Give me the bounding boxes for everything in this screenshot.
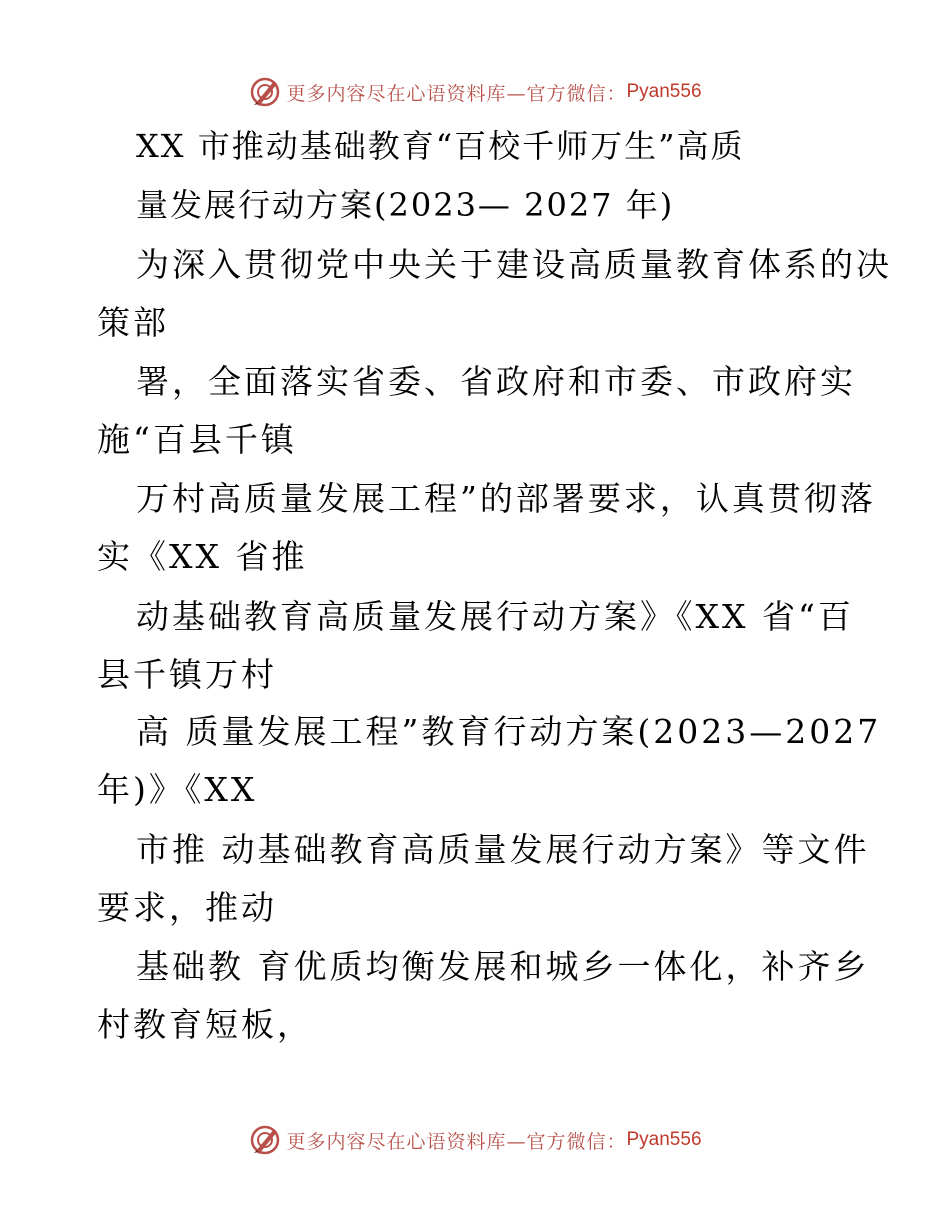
paragraph-line: 年)》《XX <box>97 770 258 809</box>
paragraph-line: 万村高质量发展工程”的部署要求，认真贯彻落 <box>136 479 876 518</box>
paragraph-line: 县千镇万村 <box>97 655 277 694</box>
watermark-text: 更多内容尽在心语资料库—官方微信： <box>286 82 627 105</box>
watermark-text: 更多内容尽在心语资料库—官方微信： <box>286 1130 627 1153</box>
pen-seal-icon <box>248 75 282 109</box>
paragraph-line: 署，全面落实省委、省政府和市委、市政府实 <box>136 362 856 401</box>
document-title-line-1: XX 市推动基础教育“百校千师万生”高质 <box>136 127 745 165</box>
paragraph-line: 基础教 育优质均衡发展和城乡一体化，补齐乡 <box>136 947 870 986</box>
pen-seal-icon <box>248 1123 282 1157</box>
paragraph-line: 为深入贯彻党中央关于建设高质量教育体系的决 <box>136 245 892 284</box>
paragraph-line: 策部 <box>97 303 169 342</box>
paragraph-line: 动基础教育高质量发展行动方案》《XX 省“百 <box>136 597 854 636</box>
watermark-account: Pyan556 <box>626 1129 702 1150</box>
watermark-banner-top <box>0 72 950 112</box>
paragraph-line: 要求，推动 <box>97 888 277 927</box>
document-title-line-2: 量发展行动方案(2023— 2027 年) <box>136 186 675 224</box>
paragraph-line: 高 质量发展工程”教育行动方案(2023—2027 <box>136 712 882 751</box>
paragraph-line: 村教育短板， <box>97 1005 313 1044</box>
paragraph-line: 市推 动基础教育高质量发展行动方案》等文件 <box>136 830 870 869</box>
watermark-banner-bottom <box>0 1120 950 1160</box>
paragraph-line: 实《XX 省推 <box>97 537 308 576</box>
watermark-account: Pyan556 <box>626 81 702 102</box>
paragraph-line: 施“百县千镇 <box>97 420 297 459</box>
